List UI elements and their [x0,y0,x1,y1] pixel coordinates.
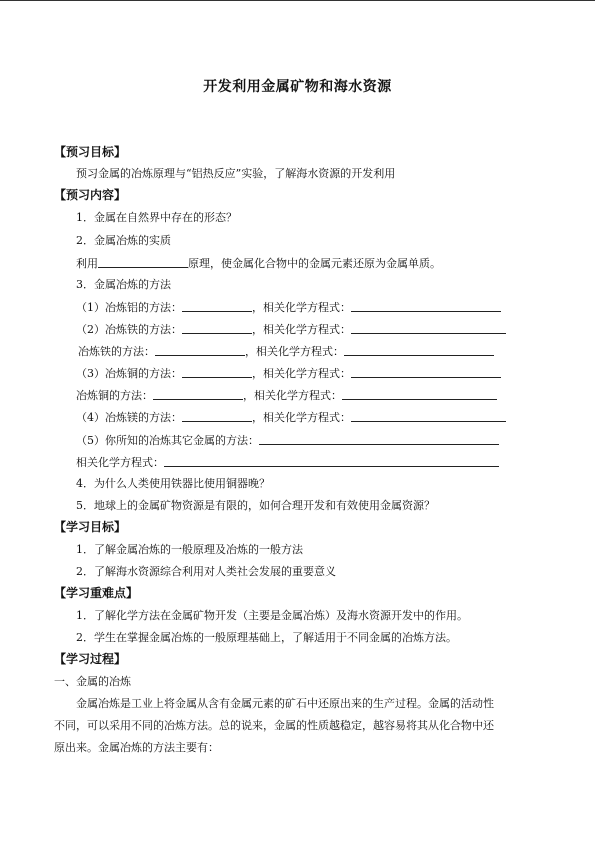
blank-field[interactable] [351,366,501,378]
blank-field[interactable] [351,410,506,422]
learning-goal-heading: 【学习目标】 [54,520,127,534]
preview-goal-heading: 【预习目标】 [54,145,127,159]
question-1: 1．金属在自然界中存在的形态？ [76,211,237,224]
method-3-row [76,366,501,381]
question-2: 2．金属冶炼的实质 [76,234,171,247]
method-1-label: （1）冶炼铝的方法： [76,301,182,314]
blank-field[interactable] [259,433,499,445]
paragraph-line: 不同，可以采用不同的冶炼方法。总的说来，金属的性质越稳定，越容易将其从化合物中还 [54,719,494,732]
blank-field[interactable] [182,322,252,334]
method-5-row [76,433,499,448]
q2-prefix: 利用 [76,257,98,270]
blank-field[interactable] [344,344,494,356]
blank-field[interactable] [182,366,252,378]
method-5-label: （5）你所知的冶炼其它金属的方法： [76,434,259,447]
blank-field[interactable] [351,300,501,312]
preview-content-heading: 【预习内容】 [54,188,127,202]
key-points-heading: 【学习重难点】 [54,586,139,600]
preview-goal-text: 预习金属的冶炼原理与“铝热反应”实验，了解海水资源的开发利用 [76,167,396,180]
equation-label: ，相关化学方程式： [252,411,351,424]
blank-field[interactable] [351,322,506,334]
method-2b-label: 冶炼铁的方法： [78,345,155,358]
paragraph-line: 金属冶炼是工业上将金属从含有金属元素的矿石中还原出来的生产过程。金属的活动性 [76,697,494,710]
blank-field[interactable] [155,344,245,356]
method-5-equation-label: 相关化学方程式： [76,456,164,469]
equation-label: ，相关化学方程式： [243,389,342,402]
q2-suffix: 原理，使金属化合物中的金属元素还原为金属单质。 [188,257,441,270]
blank-field[interactable] [98,256,188,268]
paragraph-line: 原出来。金属冶炼的方法主要有： [54,741,219,754]
equation-label: ，相关化学方程式： [252,301,351,314]
blank-field[interactable] [182,410,252,422]
key-point-item: 2．学生在掌握金属冶炼的一般原理基础上，了解适用于不同金属的冶炼方法。 [76,631,457,644]
method-3b-label: 冶炼铜的方法： [76,389,153,402]
blank-field[interactable] [182,300,252,312]
question-5: 5．地球上的金属矿物资源是有限的，如何合理开发和有效使用金属资源？ [76,499,435,512]
method-2-row [76,322,506,337]
method-4-label: （4）冶炼镁的方法： [76,411,182,424]
subsection-title: 一、金属的冶炼 [54,675,131,688]
method-4-row [76,410,506,425]
equation-label: ，相关化学方程式： [252,367,351,380]
method-3b-row [76,388,497,403]
question-4: 4．为什么人类使用铁器比使用铜器晚？ [76,477,270,490]
equation-label: ，相关化学方程式： [245,345,344,358]
learning-process-heading: 【学习过程】 [54,652,127,666]
method-5-equation-row [76,455,499,470]
learning-goal-item: 2．了解海水资源综合利用对人类社会发展的重要意义 [76,565,336,578]
method-2-label: （2）冶炼铁的方法： [76,323,182,336]
blank-field[interactable] [164,455,499,467]
key-point-item: 1．了解化学方法在金属矿物开发（主要是金属冶炼）及海水资源开发中的作用。 [76,609,468,622]
equation-label: ，相关化学方程式： [252,323,351,336]
method-1-row [76,300,501,315]
method-3-label: （3）冶炼铜的方法： [76,367,182,380]
question-3: 3．金属冶炼的方法 [76,278,171,291]
question-2-fill [76,256,441,271]
top-border [0,0,595,1]
learning-goal-item: 1．了解金属冶炼的一般原理及冶炼的一般方法 [76,543,303,556]
blank-field[interactable] [153,388,243,400]
document-title: 开发利用金属矿物和海水资源 [203,79,392,95]
method-2b-row [78,344,494,359]
blank-field[interactable] [342,388,497,400]
